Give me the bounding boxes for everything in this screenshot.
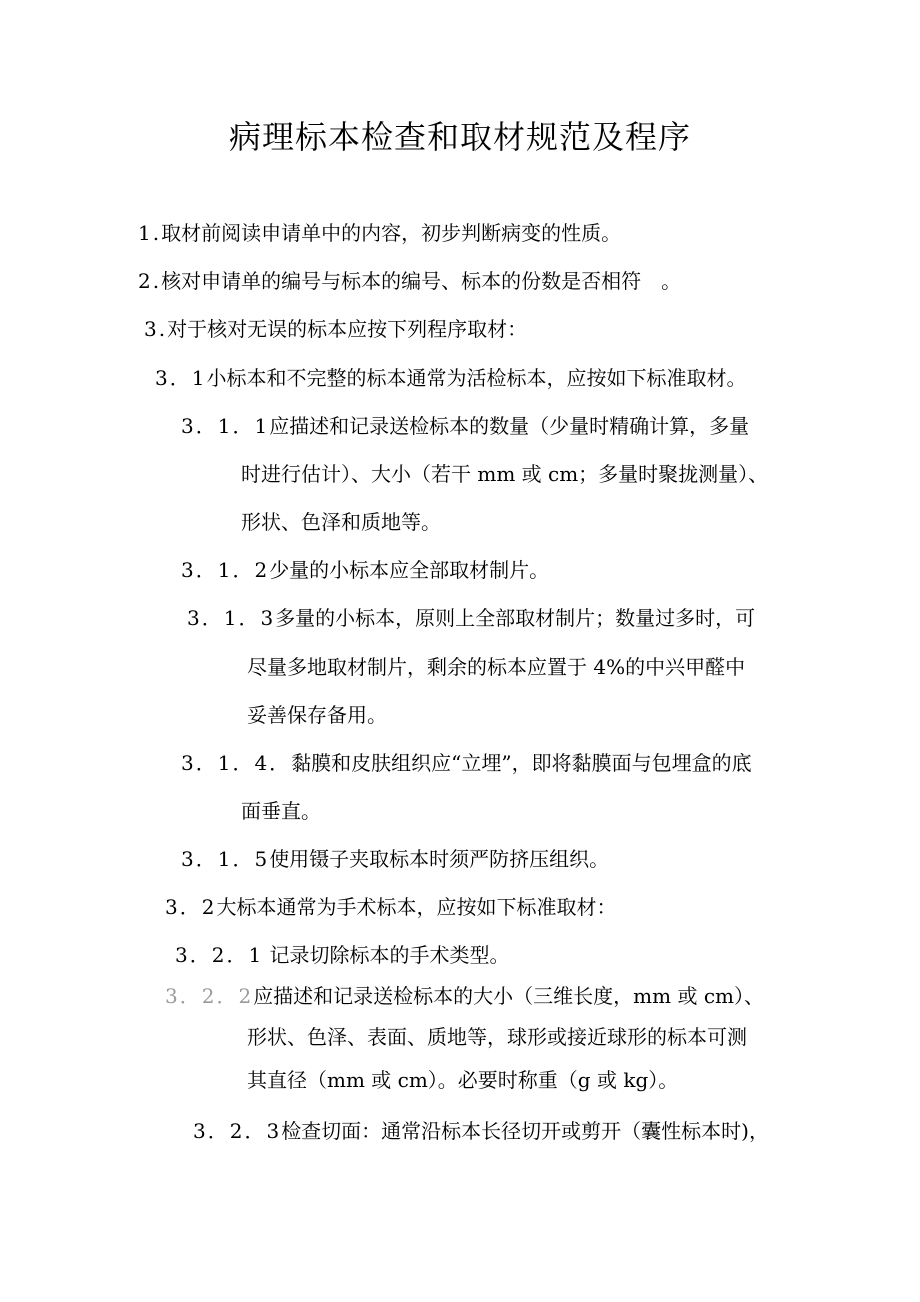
item-text: 应描述和记录送检标本的数量（少量时精确计算，多量 <box>269 414 750 438</box>
item-number: 3．2．3 <box>193 1119 282 1143</box>
list-item-3 <box>144 317 527 341</box>
list-item-3-1-3 <box>187 606 755 630</box>
page-title: 病理标本检查和取材规范及程序 <box>228 118 691 156</box>
list-item-3-2-1 <box>175 943 510 967</box>
item-text: 使用镊子夹取标本时须严防挤压组织。 <box>269 847 610 871</box>
list-item-3-1-1-cont-2: 形状、色泽和质地等。 <box>241 510 441 534</box>
item-number: 3．2．1 <box>175 943 264 967</box>
item-number: 3．2．2 <box>165 984 254 1008</box>
item-number: 3．1．2 <box>181 558 270 582</box>
item-number: 3．2 <box>165 895 217 919</box>
item-number: 2. <box>138 269 162 293</box>
list-item-3-1-3-cont-2: 妥善保存备用。 <box>247 703 387 727</box>
list-item-2 <box>138 269 681 293</box>
list-item-3-2-2-cont-2: 其直径（mm 或 cm）。必要时称重（g 或 kg）。 <box>247 1068 679 1092</box>
list-item-3-1-4 <box>181 751 752 775</box>
list-item-3-1-1-cont-1: 时进行估计）、大小（若干 mm 或 cm；多量时聚拢测量）、 <box>241 462 769 486</box>
item-text: 应描述和记录送检标本的大小（三维长度，mm 或 cm）、 <box>253 984 764 1008</box>
item-text: 多量的小标本，原则上全部取材制片；数量过多时，可 <box>275 606 756 630</box>
item-text: 核对申请单的编号与标本的编号、标本的份数是否相符 。 <box>161 269 682 293</box>
list-item-1 <box>138 221 621 245</box>
item-text: 小标本和不完整的标本通常为活检标本，应按如下标准取材。 <box>206 366 747 390</box>
item-text: 对于核对无误的标本应按下列程序取材： <box>167 317 528 341</box>
list-item-3-1-2 <box>181 558 549 582</box>
list-item-3-1 <box>155 366 746 390</box>
list-item-3-1-5 <box>181 847 609 871</box>
item-text: 黏膜和皮肤组织应“立埋”，即将黏膜面与包埋盒的底 <box>291 751 752 775</box>
list-item-3-2-3 <box>193 1119 769 1143</box>
item-number: 1. <box>138 221 162 245</box>
item-text: 少量的小标本应全部取材制片。 <box>269 558 550 582</box>
item-number: 3．1．1 <box>181 414 270 438</box>
list-item-3-1-3-cont-1: 尽量多地取材制片，剩余的标本应置于 4%的中兴甲醛中 <box>247 655 746 679</box>
list-item-3-1-4-cont-1: 面垂直。 <box>241 799 321 823</box>
item-text: 取材前阅读申请单中的内容，初步判断病变的性质。 <box>161 221 622 245</box>
item-number: 3．1．3 <box>187 606 276 630</box>
item-number: 3．1．4． <box>181 751 292 775</box>
list-item-3-2 <box>165 895 616 919</box>
item-number: 3. <box>144 317 168 341</box>
item-number: 3．1．5 <box>181 847 270 871</box>
item-text: 记录切除标本的手术类型。 <box>263 943 510 967</box>
item-text: 大标本通常为手术标本，应按如下标准取材： <box>216 895 617 919</box>
list-item-3-2-2-cont-1: 形状、色泽、表面、质地等，球形或接近球形的标本可测 <box>247 1025 747 1049</box>
item-number: 3．1 <box>155 366 207 390</box>
list-item-3-2-2 <box>165 984 764 1008</box>
item-text: 检查切面：通常沿标本长径切开或剪开（囊性标本时)， <box>281 1119 769 1143</box>
list-item-3-1-1 <box>181 414 749 438</box>
